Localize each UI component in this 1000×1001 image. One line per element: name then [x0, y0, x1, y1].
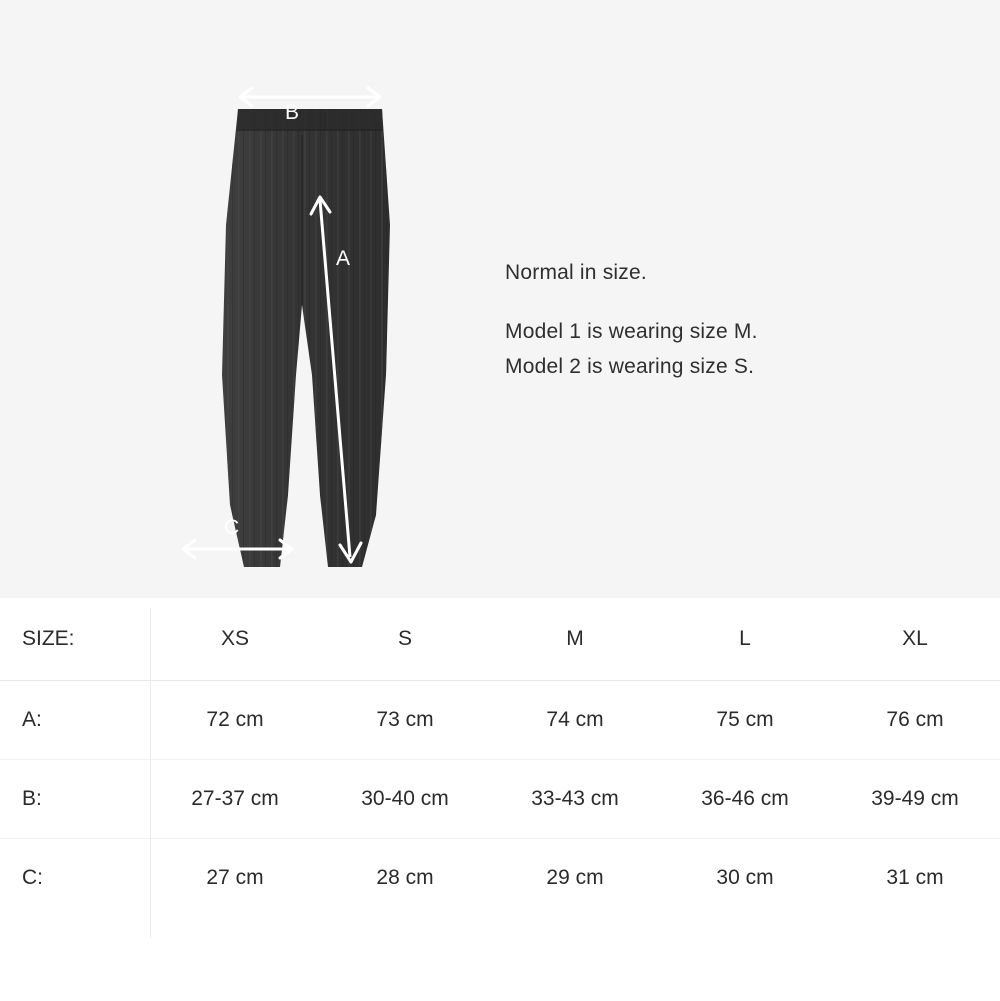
measure-label-c: C	[224, 516, 240, 539]
cell-b-l: 36-46 cm	[660, 759, 830, 838]
model-1-note: Model 1 is wearing size M.	[505, 320, 758, 343]
table-vertical-divider	[150, 608, 151, 938]
size-header-label: SIZE:	[0, 598, 150, 680]
cell-c-l: 30 cm	[716, 865, 774, 889]
cell-c-m: 29 cm	[546, 865, 604, 889]
trousers-svg	[150, 75, 470, 575]
measure-label-a: A	[336, 247, 351, 270]
cell-c-xs: 27 cm	[206, 865, 264, 889]
garment-diagram	[150, 75, 470, 575]
cell-a-l: 75 cm	[660, 680, 830, 759]
cell-b-m: 33-43 cm	[490, 759, 660, 838]
cell-a-xl: 76 cm	[830, 680, 1000, 759]
cell-c-xl: 31 cm	[886, 865, 944, 889]
size-header-xs: XS	[150, 598, 320, 680]
row-label-a: A:	[0, 680, 150, 759]
cell-b-xs: 27-37 cm	[150, 759, 320, 838]
measure-arrow-b	[240, 88, 380, 106]
trouser-body	[222, 109, 390, 567]
fit-notes	[505, 262, 925, 377]
row-label-b: B:	[0, 759, 150, 838]
row-label-c: C:	[22, 865, 43, 889]
size-header-m: M	[490, 598, 660, 680]
cell-b-s: 30-40 cm	[320, 759, 490, 838]
cell-a-s: 73 cm	[320, 680, 490, 759]
size-header-xl: XL	[830, 598, 1000, 680]
size-header-l: L	[660, 598, 830, 680]
model-2-note: Model 2 is wearing size S.	[505, 355, 755, 378]
fit-note-normal: Normal in size.	[505, 261, 647, 284]
cell-a-m: 74 cm	[490, 680, 660, 759]
cell-a-xs: 72 cm	[150, 680, 320, 759]
cell-b-xl: 39-49 cm	[830, 759, 1000, 838]
cell-c-s: 28 cm	[376, 865, 434, 889]
measure-label-b: B	[285, 101, 300, 124]
note-spacer	[505, 283, 925, 321]
size-table-area	[0, 598, 1000, 1001]
size-header-s: S	[320, 598, 490, 680]
